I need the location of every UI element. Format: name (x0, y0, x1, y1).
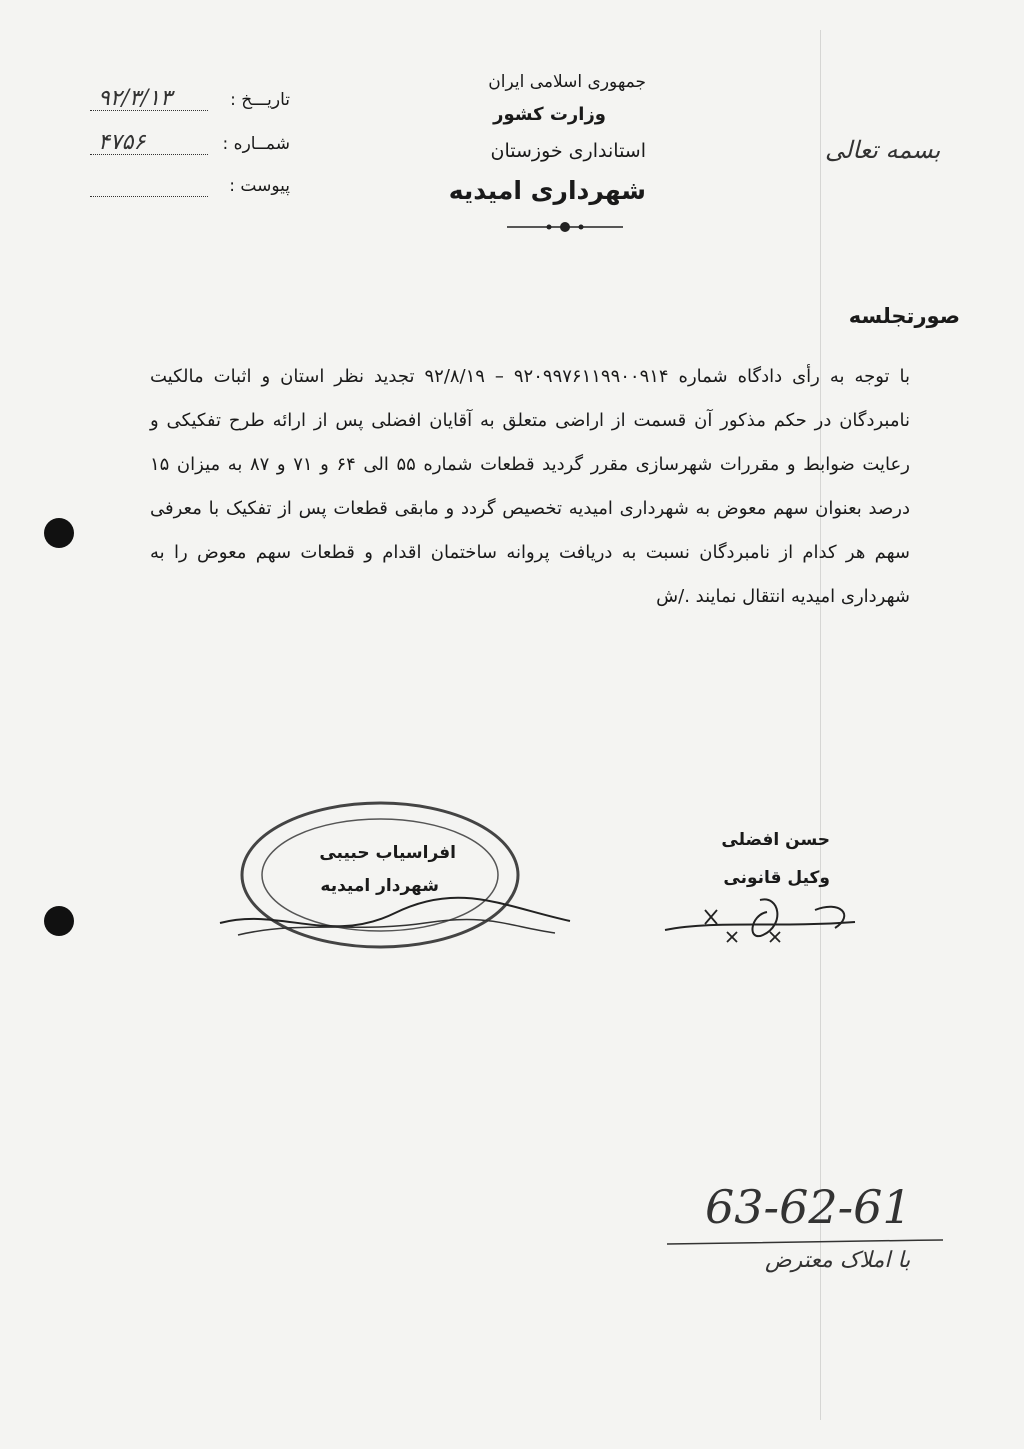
attachment-row (90, 176, 290, 202)
right-signature-scribble (655, 890, 875, 985)
right-signer-name: حسن افضلی (721, 830, 830, 850)
body-paragraph: با توجه به رأی دادگاه شماره ۹۲۰۹۹۷۶۱۱۹۹۰۰۹۱۴ – ۹۲/۸/۱۹ تجدید نظر استان و اثبات مالکیت نامبردگان در حکم مذکور آن قسمت از اراضی متعلق به آقایان افضلی پس از ارائه طرح تفکیکی و رعایت ضوابط و مقررات شهرسازی مقرر گردید قطعات شماره ۵۵ الی ۶۴ و ۷۱ و ۸۷ به میزان ۱۵ درصد بعنوان سهم معوض به شهرداری امیدیه تخصیص گردد و مابقی قطعات پس از تفکیک با معرفی سهم هر کدام از نامبردگان نسبت به دریافت پروانه ساختمان اقدام و قطعات سهم معوض را به شهرداری امیدیه انتقال نمایند ./ش (150, 366, 911, 607)
header-ornament (505, 220, 625, 234)
date-value: ۹۲/۳/۱۳ (98, 86, 172, 111)
date-label: تاریـــخ : (230, 90, 290, 110)
document-title: صورتجلسه (848, 304, 960, 328)
date-row (90, 86, 290, 116)
header-province: استانداری خوزستان (490, 140, 646, 162)
header-country: جمهوری اسلامی ایران (488, 72, 646, 92)
invocation-calligraphy: بسمه تعالی (825, 136, 941, 164)
header-ministry: وزارت کشور (493, 104, 606, 125)
left-signer-name: افراسیاب حبیبی (319, 843, 456, 863)
attachment-line (90, 196, 208, 197)
right-signer-title: وکیل قانونی (723, 868, 830, 888)
number-value: ۴۷۵۶ (98, 130, 146, 155)
left-signer-title: شهردار امیدیه (320, 876, 439, 896)
punch-hole-bottom (44, 906, 74, 936)
handwritten-note: با املاک معترض (765, 1248, 911, 1273)
handwritten-underline (665, 1238, 945, 1248)
punch-hole-top (44, 518, 74, 548)
header-municipality: شهرداری امیدیه (448, 176, 646, 205)
handwritten-parcels: 63-62-61 (705, 1180, 912, 1234)
attachment-label: پیوست : (229, 176, 290, 196)
number-label: شمــاره : (222, 134, 290, 154)
number-row (90, 130, 290, 160)
